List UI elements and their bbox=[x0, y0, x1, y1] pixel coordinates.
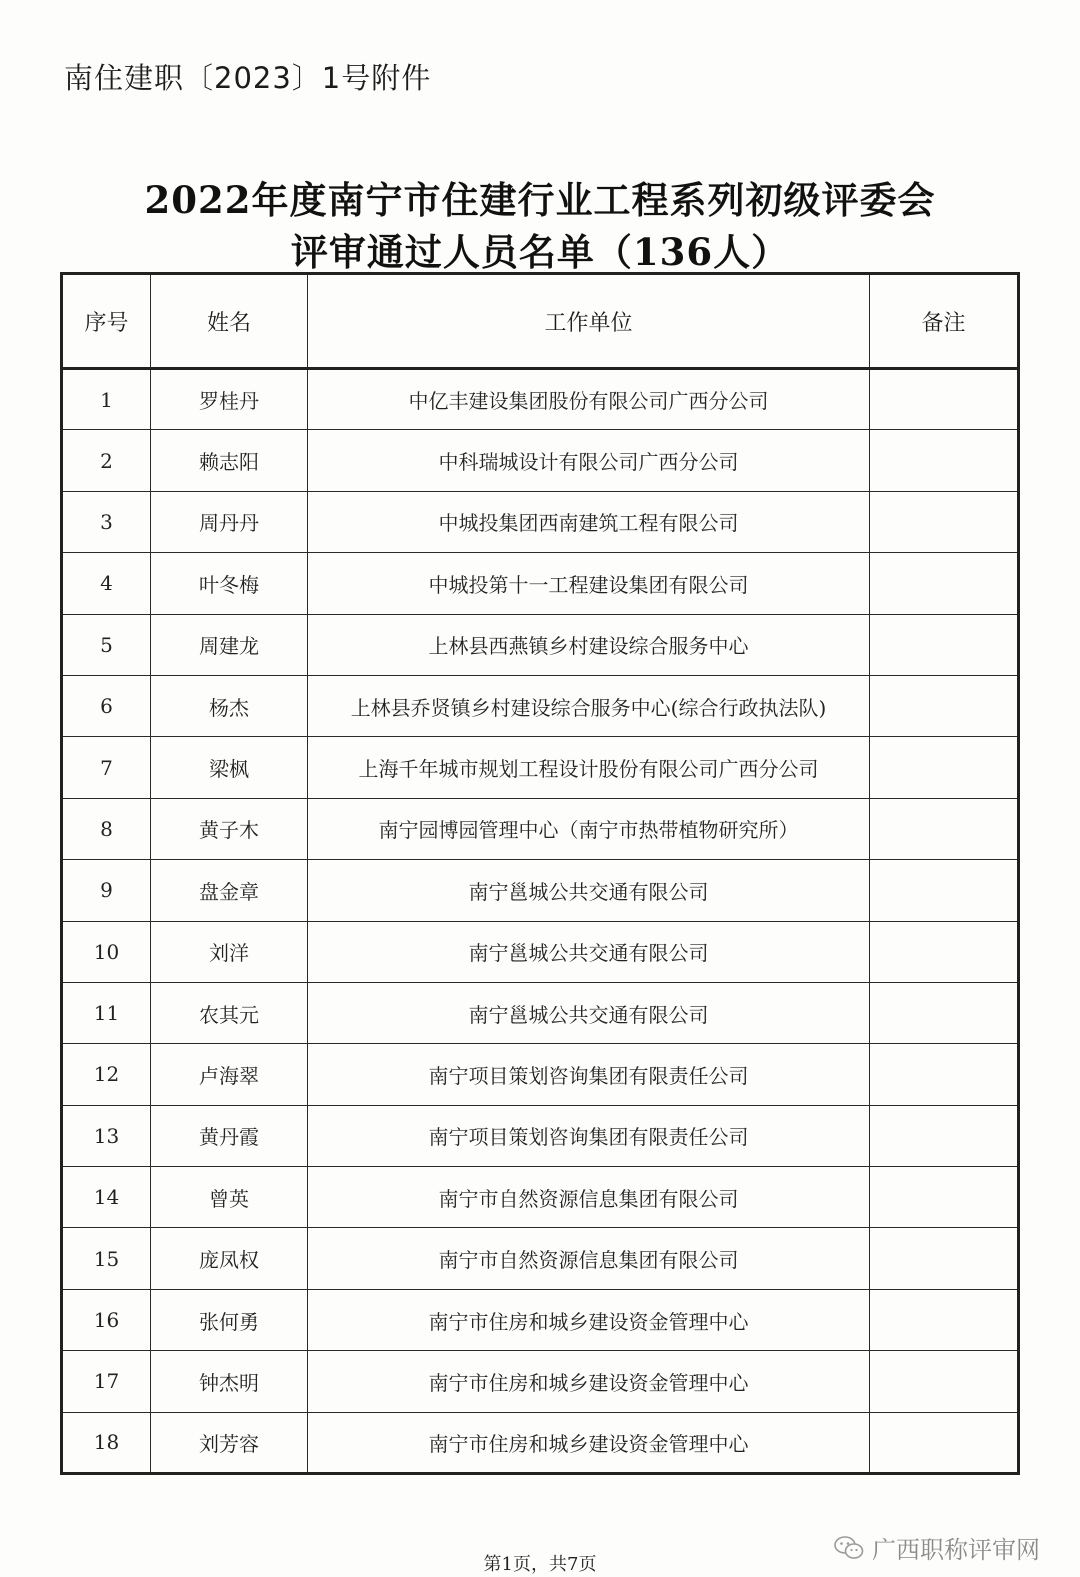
cell-no: 15 bbox=[62, 1228, 151, 1289]
cell-name: 曾英 bbox=[151, 1167, 308, 1228]
cell-remarks bbox=[870, 491, 1019, 552]
cell-remarks bbox=[870, 553, 1019, 614]
table-row bbox=[62, 1044, 1019, 1105]
table-row bbox=[62, 1351, 1019, 1412]
cell-name: 周建龙 bbox=[151, 614, 308, 675]
table-row bbox=[62, 982, 1019, 1043]
cell-no: 12 bbox=[62, 1044, 151, 1105]
cell-remarks bbox=[870, 1105, 1019, 1166]
cell-remarks bbox=[870, 675, 1019, 736]
cell-no: 10 bbox=[62, 921, 151, 982]
table-row bbox=[62, 369, 1019, 430]
table-row bbox=[62, 675, 1019, 736]
cell-employer: 中城投集团西南建筑工程有限公司 bbox=[308, 491, 870, 552]
header-employer: 工作单位 bbox=[308, 274, 870, 369]
table-row bbox=[62, 1289, 1019, 1350]
table-row bbox=[62, 921, 1019, 982]
cell-remarks bbox=[870, 921, 1019, 982]
cell-remarks bbox=[870, 737, 1019, 798]
document-title-line1: 2022年度南宁市住建行业工程系列初级评委会 bbox=[144, 178, 936, 222]
page-number: 第1页，共7页 bbox=[483, 1554, 597, 1575]
cell-no: 14 bbox=[62, 1167, 151, 1228]
cell-no: 6 bbox=[62, 675, 151, 736]
header-no: 序号 bbox=[62, 274, 151, 369]
cell-name: 罗桂丹 bbox=[151, 369, 308, 430]
cell-no: 17 bbox=[62, 1351, 151, 1412]
table-row bbox=[62, 860, 1019, 921]
table-row bbox=[62, 1167, 1019, 1228]
cell-no: 2 bbox=[62, 430, 151, 491]
table-row bbox=[62, 491, 1019, 552]
cell-no: 8 bbox=[62, 798, 151, 859]
cell-no: 3 bbox=[62, 491, 151, 552]
roster-table bbox=[60, 272, 1020, 1475]
table-row bbox=[62, 1412, 1019, 1473]
cell-name: 钟杰明 bbox=[151, 1351, 308, 1412]
cell-no: 1 bbox=[62, 369, 151, 430]
header-name: 姓名 bbox=[151, 274, 308, 369]
cell-name: 黄丹霞 bbox=[151, 1105, 308, 1166]
cell-remarks bbox=[870, 860, 1019, 921]
cell-no: 4 bbox=[62, 553, 151, 614]
cell-employer: 南宁市自然资源信息集团有限公司 bbox=[308, 1167, 870, 1228]
cell-name: 张何勇 bbox=[151, 1289, 308, 1350]
table-row bbox=[62, 614, 1019, 675]
cell-remarks bbox=[870, 430, 1019, 491]
table-row bbox=[62, 737, 1019, 798]
cell-employer: 南宁市住房和城乡建设资金管理中心 bbox=[308, 1412, 870, 1473]
cell-employer: 上林县西燕镇乡村建设综合服务中心 bbox=[308, 614, 870, 675]
cell-remarks bbox=[870, 369, 1019, 430]
cell-employer: 中科瑞城设计有限公司广西分公司 bbox=[308, 430, 870, 491]
cell-name: 农其元 bbox=[151, 982, 308, 1043]
watermark-text: 广西职称评审网 bbox=[872, 1536, 1040, 1564]
table-row bbox=[62, 1228, 1019, 1289]
cell-employer: 南宁市住房和城乡建设资金管理中心 bbox=[308, 1289, 870, 1350]
cell-no: 13 bbox=[62, 1105, 151, 1166]
cell-employer: 中亿丰建设集团股份有限公司广西分公司 bbox=[308, 369, 870, 430]
cell-name: 杨杰 bbox=[151, 675, 308, 736]
cell-employer: 南宁市自然资源信息集团有限公司 bbox=[308, 1228, 870, 1289]
cell-no: 9 bbox=[62, 860, 151, 921]
cell-no: 11 bbox=[62, 982, 151, 1043]
cell-employer: 上海千年城市规划工程设计股份有限公司广西分公司 bbox=[308, 737, 870, 798]
cell-name: 叶冬梅 bbox=[151, 553, 308, 614]
cell-employer: 南宁项目策划咨询集团有限责任公司 bbox=[308, 1044, 870, 1105]
cell-employer: 中城投第十一工程建设集团有限公司 bbox=[308, 553, 870, 614]
cell-no: 18 bbox=[62, 1412, 151, 1473]
table-row bbox=[62, 798, 1019, 859]
cell-employer: 南宁园博园管理中心（南宁市热带植物研究所） bbox=[308, 798, 870, 859]
cell-name: 刘芳容 bbox=[151, 1412, 308, 1473]
document-reference: 南住建职〔2023〕1号附件 bbox=[64, 61, 432, 95]
cell-remarks bbox=[870, 1351, 1019, 1412]
cell-employer: 南宁邕城公共交通有限公司 bbox=[308, 860, 870, 921]
cell-name: 庞凤权 bbox=[151, 1228, 308, 1289]
cell-remarks bbox=[870, 1289, 1019, 1350]
cell-remarks bbox=[870, 1412, 1019, 1473]
header-remarks: 备注 bbox=[870, 274, 1019, 369]
cell-no: 7 bbox=[62, 737, 151, 798]
cell-no: 5 bbox=[62, 614, 151, 675]
cell-employer: 南宁邕城公共交通有限公司 bbox=[308, 982, 870, 1043]
cell-remarks bbox=[870, 1167, 1019, 1228]
cell-remarks bbox=[870, 982, 1019, 1043]
cell-name: 刘洋 bbox=[151, 921, 308, 982]
cell-name: 梁枫 bbox=[151, 737, 308, 798]
cell-remarks bbox=[870, 798, 1019, 859]
cell-name: 周丹丹 bbox=[151, 491, 308, 552]
cell-remarks bbox=[870, 1228, 1019, 1289]
table-row bbox=[62, 1105, 1019, 1166]
cell-name: 卢海翠 bbox=[151, 1044, 308, 1105]
table-row bbox=[62, 430, 1019, 491]
cell-remarks bbox=[870, 1044, 1019, 1105]
cell-name: 赖志阳 bbox=[151, 430, 308, 491]
cell-employer: 上林县乔贤镇乡村建设综合服务中心(综合行政执法队) bbox=[308, 675, 870, 736]
cell-name: 黄子木 bbox=[151, 798, 308, 859]
watermark bbox=[834, 1530, 1040, 1565]
cell-employer: 南宁市住房和城乡建设资金管理中心 bbox=[308, 1351, 870, 1412]
wechat-icon bbox=[834, 1535, 864, 1561]
cell-no: 16 bbox=[62, 1289, 151, 1350]
table-header-row bbox=[62, 274, 1019, 369]
table-row bbox=[62, 553, 1019, 614]
document-title-line2: 评审通过人员名单（136人） bbox=[290, 230, 790, 274]
cell-employer: 南宁邕城公共交通有限公司 bbox=[308, 921, 870, 982]
cell-name: 盘金章 bbox=[151, 860, 308, 921]
cell-employer: 南宁项目策划咨询集团有限责任公司 bbox=[308, 1105, 870, 1166]
cell-remarks bbox=[870, 614, 1019, 675]
